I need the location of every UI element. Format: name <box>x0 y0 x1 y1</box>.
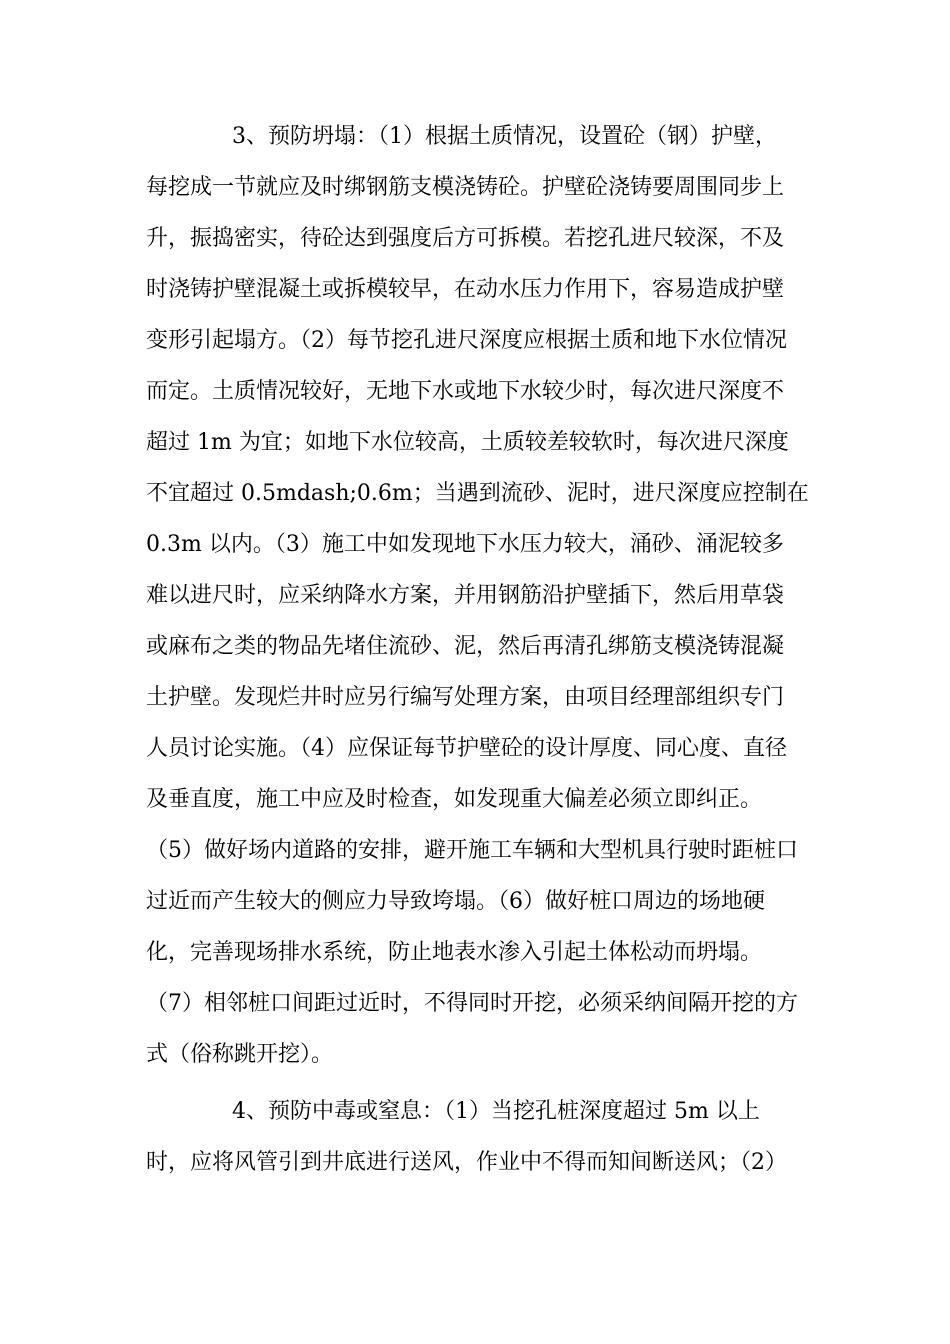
paragraph-3-line-9: 0.3m 以内。（3）施工中如发现地下水压力较大，涌砂、涌泥较多 <box>146 532 784 557</box>
paragraph-3-line-4: 时浇铸护壁混凝土或拆模较早，在动水压力作用下，容易造成护壁 <box>146 277 785 302</box>
paragraph-3-line-12: 土护壁。发现烂井时应另行编写处理方案，由项目经理部组织专门 <box>146 685 785 710</box>
paragraph-3-line-3: 升，振捣密实，待砼达到强度后方可拆模。若挖孔进尺较深，不及 <box>146 226 785 251</box>
paragraph-3-line-18: （7）相邻桩口间距过近时，不得同时开挖，必须采纳间隔开挖的方 <box>146 991 798 1016</box>
paragraph-3-line-5: 变形引起塌方。（2）每节挖孔进尺深度应根据土质和地下水位情况 <box>146 328 787 353</box>
paragraph-3-line-7: 超过 1m 为宜；如地下水位较高，土质较差较软时，每次进尺深度 <box>146 430 789 455</box>
paragraph-3-line-17: 化，完善现场排水系统，防止地表水渗入引起土体松动而坍塌。 <box>146 940 763 965</box>
paragraph-4-line-1: 4、预防中毒或窒息：（1）当挖孔桩深度超过 5m 以上 <box>232 1099 760 1124</box>
paragraph-3-line-10: 难以进尺时，应采纳降水方案，并用钢筋沿护壁插下，然后用草袋 <box>146 583 785 608</box>
paragraph-3-line-19: 式（俗称跳开挖）。 <box>146 1042 334 1067</box>
paragraph-3-line-6: 而定。土质情况较好，无地下水或地下水较少时，每次进尺深度不 <box>146 379 785 404</box>
paragraph-3-line-2: 每挖成一节就应及时绑钢筋支模浇铸砼。护壁砼浇铸要周围同步上 <box>146 175 785 200</box>
paragraph-3-line-16: 过近而产生较大的侧应力导致垮塌。（6）做好桩口周边的场地硬 <box>146 889 765 914</box>
paragraph-3-line-8: 不宜超过 0.5mdash;0.6m；当遇到流砂、泥时，进尺深度应控制在 <box>146 481 809 506</box>
paragraph-3-line-14: 及垂直度，施工中应及时检查，如发现重大偏差必须立即纠正。 <box>146 787 763 812</box>
paragraph-3-line-15: （5）做好场内道路的安排，避开施工车辆和大型机具行驶时距桩口 <box>146 838 798 863</box>
paragraph-4-line-2: 时，应将风管引到井底进行送风，作业中不得而知间断送风；（2） <box>146 1150 787 1175</box>
paragraph-3-line-11: 或麻布之类的物品先堵住流砂、泥，然后再清孔绑筋支模浇铸混凝 <box>146 634 785 659</box>
paragraph-3-line-1: 3、预防坍塌：（1）根据土质情况，设置砼（钢）护壁， <box>232 124 777 149</box>
paragraph-3-line-13: 人员讨论实施。（4）应保证每节护壁砼的设计厚度、同心度、直径 <box>146 736 787 761</box>
